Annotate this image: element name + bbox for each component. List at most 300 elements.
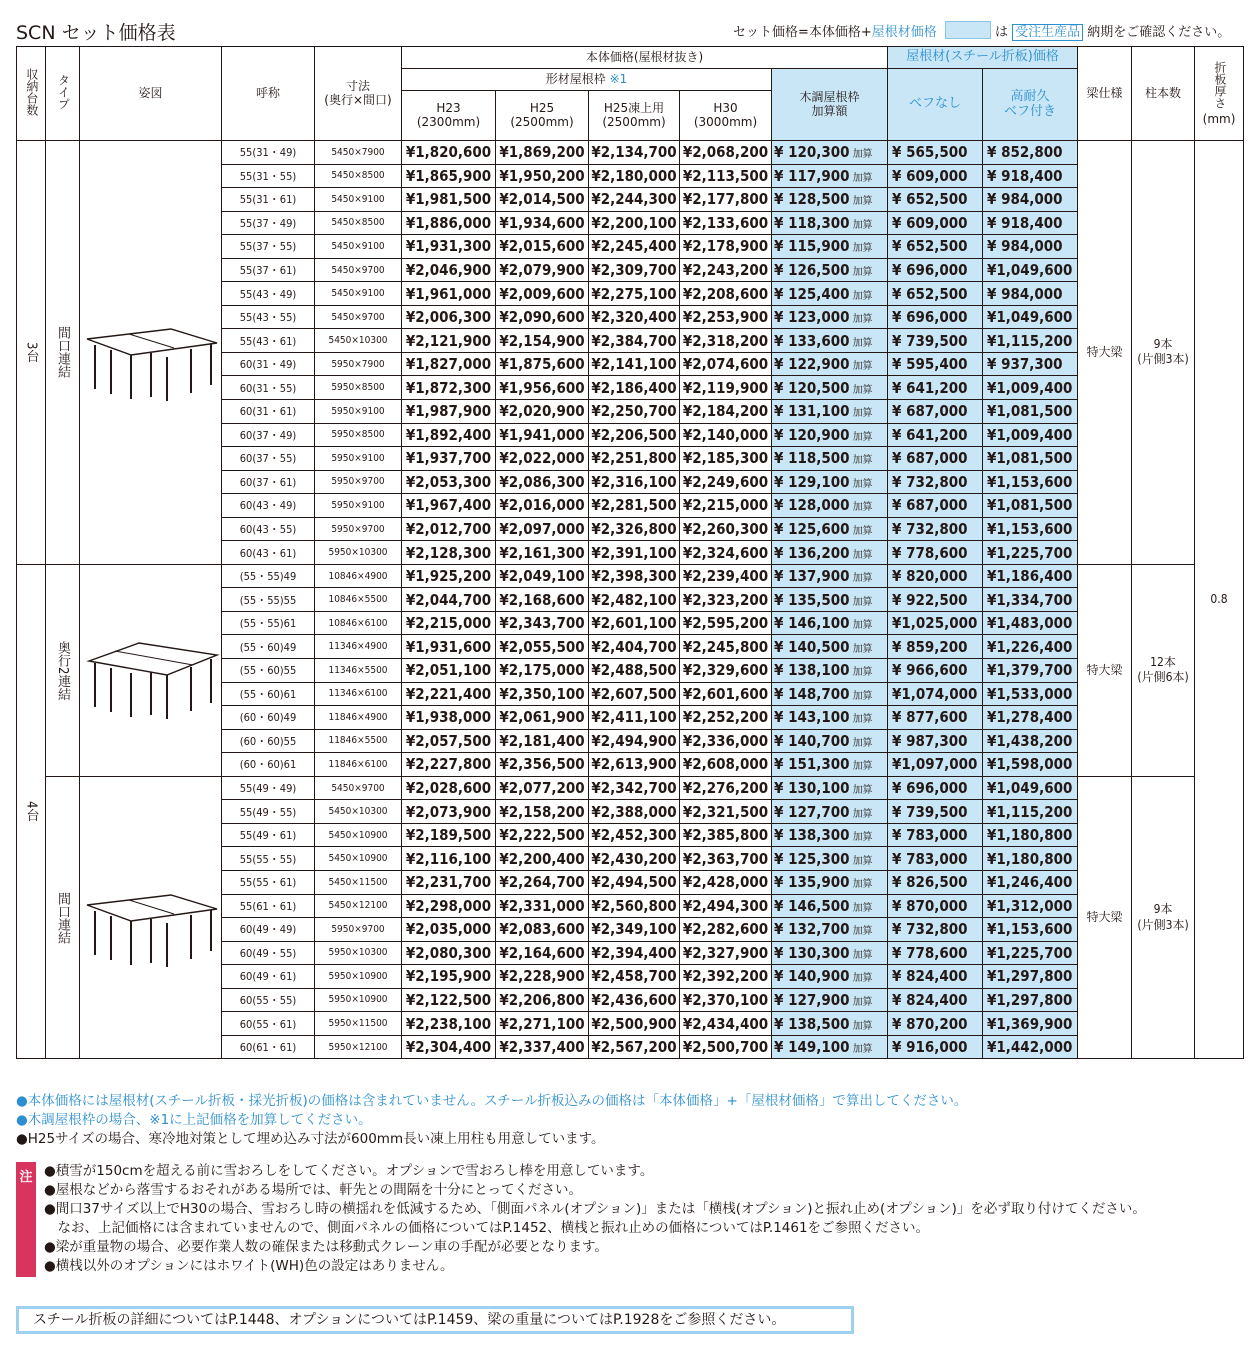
legend-order: 受注生産品: [1012, 24, 1083, 41]
wood-cell: ¥ 143,100 加算: [772, 706, 888, 730]
price-cell: ¥2,245,800: [680, 635, 772, 659]
price-cell: ¥2,264,700: [496, 870, 589, 894]
dims-cell: 5950×8500: [315, 376, 402, 400]
th-beam: 梁仕様: [1078, 47, 1132, 141]
bef-durable-cell: ¥1,246,400: [983, 870, 1078, 894]
price-table-body: [17, 141, 1244, 1059]
dims-cell: 5950×12100: [315, 1035, 402, 1059]
price-cell: ¥1,820,600: [402, 141, 496, 165]
price-table: [16, 46, 1244, 1059]
price-cell: ¥2,195,900: [402, 965, 496, 989]
bef-none-cell: ¥ 732,800: [888, 470, 983, 494]
price-cell: ¥2,228,900: [496, 965, 589, 989]
wood-cell: ¥ 148,700 加算: [772, 682, 888, 706]
th-h30: H30 (3000mm): [680, 91, 772, 141]
bef-durable-cell: ¥1,049,600: [983, 258, 1078, 282]
price-cell: ¥2,245,400: [589, 235, 680, 259]
price-cell: ¥2,178,900: [680, 235, 772, 259]
price-cell: ¥2,206,500: [589, 423, 680, 447]
name-cell: (60・60)61: [222, 753, 315, 777]
caution-list: [44, 1162, 1146, 1276]
name-cell: (60・60)49: [222, 706, 315, 730]
dims-cell: 5450×7900: [315, 141, 402, 165]
price-cell: ¥2,119,900: [680, 376, 772, 400]
bef-none-cell: ¥ 732,800: [888, 918, 983, 942]
price-cell: ¥2,326,800: [589, 517, 680, 541]
posts-cell: 9本 (片側3本): [1132, 776, 1195, 1059]
name-cell: 55(37・55): [222, 235, 315, 259]
price-cell: ¥2,055,500: [496, 635, 589, 659]
price-cell: ¥2,249,600: [680, 470, 772, 494]
price-cell: ¥2,180,000: [589, 164, 680, 188]
dims-cell: 5450×10900: [315, 847, 402, 871]
bef-durable-cell: ¥1,312,000: [983, 894, 1078, 918]
carport-2bay-depth-icon: [80, 564, 222, 776]
bef-durable-cell: ¥1,225,700: [983, 541, 1078, 565]
name-cell: 60(43・49): [222, 494, 315, 518]
price-cell: ¥2,012,700: [402, 517, 496, 541]
name-cell: 60(43・55): [222, 517, 315, 541]
bef-durable-cell: ¥1,533,000: [983, 682, 1078, 706]
wood-cell: ¥ 122,900 加算: [772, 352, 888, 376]
wood-cell: ¥ 118,500 加算: [772, 447, 888, 471]
price-cell: ¥2,097,000: [496, 517, 589, 541]
note-item: ●木調屋根枠の場合、※1に上記価格を加算してください。: [16, 1112, 372, 1128]
name-cell: 55(49・61): [222, 823, 315, 847]
name-cell: 60(31・61): [222, 400, 315, 424]
wood-cell: ¥ 137,900 加算: [772, 564, 888, 588]
price-cell: ¥2,006,300: [402, 305, 496, 329]
dims-cell: 11346×6100: [315, 682, 402, 706]
wood-cell: ¥ 133,600 加算: [772, 329, 888, 353]
bef-none-cell: ¥ 824,400: [888, 988, 983, 1012]
name-cell: 60(37・55): [222, 447, 315, 471]
bef-none-cell: ¥ 870,200: [888, 1012, 983, 1036]
wood-cell: ¥ 128,500 加算: [772, 188, 888, 212]
bef-none-cell: ¥ 877,600: [888, 706, 983, 730]
dims-cell: 5950×10900: [315, 988, 402, 1012]
price-cell: ¥2,253,900: [680, 305, 772, 329]
bef-none-cell: ¥1,074,000: [888, 682, 983, 706]
wood-cell: ¥ 135,900 加算: [772, 870, 888, 894]
bef-durable-cell: ¥ 984,000: [983, 188, 1078, 212]
bef-durable-cell: ¥1,009,400: [983, 376, 1078, 400]
dims-cell: 5950×8500: [315, 423, 402, 447]
price-cell: ¥2,316,100: [589, 470, 680, 494]
bef-durable-cell: ¥1,115,200: [983, 329, 1078, 353]
notes-list: [16, 1092, 967, 1149]
dims-cell: 11346×4900: [315, 635, 402, 659]
posts-cell: 12本 (片側6本): [1132, 564, 1195, 776]
bef-none-cell: ¥ 609,000: [888, 164, 983, 188]
price-cell: ¥2,356,500: [496, 753, 589, 777]
caution-label: 注: [16, 1162, 36, 1277]
bef-none-cell: ¥ 687,000: [888, 400, 983, 424]
bef-durable-cell: ¥ 984,000: [983, 282, 1078, 306]
caution-item: ●梁が重量物の場合、必要作業人数の確保または移動式クレーン車の手配が必要となります。: [44, 1239, 608, 1255]
name-cell: (55・55)49: [222, 564, 315, 588]
bef-durable-cell: ¥1,115,200: [983, 800, 1078, 824]
price-legend: [733, 21, 1230, 40]
price-cell: ¥2,337,400: [496, 1035, 589, 1059]
price-cell: ¥2,271,100: [496, 1012, 589, 1036]
bef-none-cell: ¥ 820,000: [888, 564, 983, 588]
price-cell: ¥2,122,500: [402, 988, 496, 1012]
table-row: [17, 141, 1244, 165]
bef-durable-cell: ¥1,180,800: [983, 847, 1078, 871]
name-cell: 55(55・55): [222, 847, 315, 871]
bef-durable-cell: ¥1,081,500: [983, 494, 1078, 518]
dims-cell: 10846×4900: [315, 564, 402, 588]
price-cell: ¥2,049,100: [496, 564, 589, 588]
name-cell: 55(37・61): [222, 258, 315, 282]
name-cell: 60(31・49): [222, 352, 315, 376]
dims-cell: 5450×12100: [315, 894, 402, 918]
bef-none-cell: ¥ 687,000: [888, 494, 983, 518]
bef-durable-cell: ¥ 984,000: [983, 235, 1078, 259]
price-cell: ¥2,051,100: [402, 659, 496, 683]
name-cell: 55(49・55): [222, 800, 315, 824]
th-name: 呼称: [222, 47, 315, 141]
price-cell: ¥2,434,400: [680, 1012, 772, 1036]
th-h25: H25 (2500mm): [496, 91, 589, 141]
price-cell: ¥2,321,500: [680, 800, 772, 824]
price-cell: ¥2,500,700: [680, 1035, 772, 1059]
dims-cell: 5950×11500: [315, 1012, 402, 1036]
dims-cell: 5450×9100: [315, 188, 402, 212]
price-cell: ¥2,500,900: [589, 1012, 680, 1036]
price-cell: ¥2,411,100: [589, 706, 680, 730]
dims-cell: 5950×10300: [315, 541, 402, 565]
wood-cell: ¥ 138,500 加算: [772, 1012, 888, 1036]
price-cell: ¥2,113,500: [680, 164, 772, 188]
price-cell: ¥2,331,000: [496, 894, 589, 918]
th-h23: H23 (2300mm): [402, 91, 496, 141]
price-cell: ¥2,044,700: [402, 588, 496, 612]
bef-none-cell: ¥ 859,200: [888, 635, 983, 659]
bef-none-cell: ¥ 783,000: [888, 823, 983, 847]
wood-cell: ¥ 136,200 加算: [772, 541, 888, 565]
wood-cell: ¥ 138,300 加算: [772, 823, 888, 847]
price-cell: ¥2,613,900: [589, 753, 680, 777]
price-cell: ¥2,385,800: [680, 823, 772, 847]
price-cell: ¥2,015,600: [496, 235, 589, 259]
price-cell: ¥1,865,900: [402, 164, 496, 188]
legend-wa: は: [994, 25, 1008, 40]
price-cell: ¥2,200,400: [496, 847, 589, 871]
price-cell: ¥2,608,000: [680, 753, 772, 777]
dims-cell: 5450×9700: [315, 776, 402, 800]
wood-cell: ¥ 126,500 加算: [772, 258, 888, 282]
wood-cell: ¥ 151,300 加算: [772, 753, 888, 777]
price-cell: ¥1,886,000: [402, 211, 496, 235]
price-cell: ¥2,394,400: [589, 941, 680, 965]
price-cell: ¥2,494,900: [589, 729, 680, 753]
price-cell: ¥2,398,300: [589, 564, 680, 588]
name-cell: (55・60)49: [222, 635, 315, 659]
bef-durable-cell: ¥ 918,400: [983, 164, 1078, 188]
price-cell: ¥2,186,400: [589, 376, 680, 400]
count-cell: 3台: [17, 141, 46, 565]
price-cell: ¥1,869,200: [496, 141, 589, 165]
carport-2bay-width-icon: [80, 141, 222, 565]
price-cell: ¥2,567,200: [589, 1035, 680, 1059]
price-cell: ¥2,384,700: [589, 329, 680, 353]
price-cell: ¥2,327,900: [680, 941, 772, 965]
name-cell: (55・55)61: [222, 611, 315, 635]
wood-cell: ¥ 127,700 加算: [772, 800, 888, 824]
caution-item: ●間口37サイズ以上でH30の場合、雪おろし時の横揺れを低減するため、「側面パネル(オプション)」または「横桟(オプション)と振れ止め(オプション)」を必ず取り付けてください。: [44, 1201, 1146, 1217]
price-cell: ¥2,184,200: [680, 400, 772, 424]
price-cell: ¥1,931,300: [402, 235, 496, 259]
dims-cell: 5450×9700: [315, 305, 402, 329]
price-cell: ¥2,200,100: [589, 211, 680, 235]
th-roof: 屋根材(スチール折板)価格: [888, 47, 1078, 69]
dims-cell: 5450×8500: [315, 164, 402, 188]
caution-item: ●横桟以外のオプションにはホワイト(WH)色の設定はありません。: [44, 1258, 454, 1274]
bef-none-cell: ¥ 870,000: [888, 894, 983, 918]
price-cell: ¥2,404,700: [589, 635, 680, 659]
dims-cell: 11846×5500: [315, 729, 402, 753]
bef-durable-cell: ¥1,369,900: [983, 1012, 1078, 1036]
bef-durable-cell: ¥1,226,400: [983, 635, 1078, 659]
name-cell: 60(49・55): [222, 941, 315, 965]
bef-durable-cell: ¥1,180,800: [983, 823, 1078, 847]
price-cell: ¥2,298,000: [402, 894, 496, 918]
price-cell: ¥2,309,700: [589, 258, 680, 282]
price-cell: ¥2,215,000: [402, 611, 496, 635]
name-cell: 60(37・49): [222, 423, 315, 447]
price-cell: ¥2,239,400: [680, 564, 772, 588]
price-cell: ¥2,154,900: [496, 329, 589, 353]
price-cell: ¥2,061,900: [496, 706, 589, 730]
th-bef-none: ベフなし: [888, 69, 983, 141]
bef-none-cell: ¥ 652,500: [888, 282, 983, 306]
price-cell: ¥2,185,300: [680, 447, 772, 471]
price-cell: ¥2,128,300: [402, 541, 496, 565]
price-cell: ¥2,020,900: [496, 400, 589, 424]
wood-cell: ¥ 130,300 加算: [772, 941, 888, 965]
th-thickness: 折板厚さ (mm): [1195, 47, 1244, 141]
price-cell: ¥2,121,900: [402, 329, 496, 353]
price-cell: ¥2,560,800: [589, 894, 680, 918]
bef-none-cell: ¥ 652,500: [888, 188, 983, 212]
dims-cell: 11846×4900: [315, 706, 402, 730]
price-cell: ¥2,035,000: [402, 918, 496, 942]
name-cell: 60(49・61): [222, 965, 315, 989]
name-cell: (60・60)55: [222, 729, 315, 753]
wood-cell: ¥ 120,900 加算: [772, 423, 888, 447]
dims-cell: 5950×9100: [315, 400, 402, 424]
th-posts: 柱本数: [1132, 47, 1195, 141]
bef-durable-cell: ¥1,438,200: [983, 729, 1078, 753]
price-cell: ¥2,342,700: [589, 776, 680, 800]
footer-reference: スチール折板の詳細についてはP.1448、オプションについてはP.1459、梁の重量についてはP.1928をご参照ください。: [16, 1306, 854, 1334]
bef-none-cell: ¥ 783,000: [888, 847, 983, 871]
th-h25f: H25凍上用 (2500mm): [589, 91, 680, 141]
name-cell: 55(61・61): [222, 894, 315, 918]
wood-cell: ¥ 123,000 加算: [772, 305, 888, 329]
dims-cell: 11346×5500: [315, 659, 402, 683]
name-cell: 55(49・49): [222, 776, 315, 800]
dims-cell: 10846×5500: [315, 588, 402, 612]
price-cell: ¥2,243,200: [680, 258, 772, 282]
bef-durable-cell: ¥1,442,000: [983, 1035, 1078, 1059]
price-cell: ¥2,208,600: [680, 282, 772, 306]
price-cell: ¥2,215,000: [680, 494, 772, 518]
price-cell: ¥2,141,100: [589, 352, 680, 376]
dims-cell: 5450×9700: [315, 258, 402, 282]
price-cell: ¥2,016,000: [496, 494, 589, 518]
dims-cell: 5450×10300: [315, 329, 402, 353]
price-cell: ¥2,079,900: [496, 258, 589, 282]
price-cell: ¥2,090,600: [496, 305, 589, 329]
dims-cell: 5950×10900: [315, 965, 402, 989]
wood-cell: ¥ 128,000 加算: [772, 494, 888, 518]
price-cell: ¥1,934,600: [496, 211, 589, 235]
price-cell: ¥2,281,500: [589, 494, 680, 518]
price-cell: ¥2,175,000: [496, 659, 589, 683]
bef-durable-cell: ¥1,081,500: [983, 400, 1078, 424]
name-cell: 60(49・49): [222, 918, 315, 942]
wood-cell: ¥ 118,300 加算: [772, 211, 888, 235]
price-cell: ¥1,937,700: [402, 447, 496, 471]
bef-none-cell: ¥1,025,000: [888, 611, 983, 635]
price-cell: ¥2,231,700: [402, 870, 496, 894]
price-cell: ¥2,206,800: [496, 988, 589, 1012]
price-cell: ¥2,601,100: [589, 611, 680, 635]
price-cell: ¥2,494,300: [680, 894, 772, 918]
price-cell: ¥2,022,000: [496, 447, 589, 471]
price-cell: ¥2,252,200: [680, 706, 772, 730]
price-cell: ¥2,181,400: [496, 729, 589, 753]
price-cell: ¥2,336,000: [680, 729, 772, 753]
caution-item: なお、上記価格には含まれていませんので、側面パネルの価格についてはP.1452、横桟と振れ止めの価格についてはP.1461をご参照ください。: [44, 1220, 930, 1236]
dims-cell: 5450×10900: [315, 823, 402, 847]
bef-none-cell: ¥ 641,200: [888, 423, 983, 447]
price-cell: ¥2,363,700: [680, 847, 772, 871]
bef-none-cell: ¥ 987,300: [888, 729, 983, 753]
price-cell: ¥2,428,000: [680, 870, 772, 894]
wood-cell: ¥ 131,100 加算: [772, 400, 888, 424]
price-cell: ¥1,931,600: [402, 635, 496, 659]
wood-cell: ¥ 149,100 加算: [772, 1035, 888, 1059]
price-cell: ¥2,349,100: [589, 918, 680, 942]
price-cell: ¥2,251,800: [589, 447, 680, 471]
price-cell: ¥2,161,300: [496, 541, 589, 565]
bef-none-cell: ¥ 922,500: [888, 588, 983, 612]
bef-durable-cell: ¥1,153,600: [983, 470, 1078, 494]
legend-suffix: 納期をご確認ください。: [1087, 25, 1231, 40]
bef-none-cell: ¥ 966,600: [888, 659, 983, 683]
bef-durable-cell: ¥1,225,700: [983, 941, 1078, 965]
wood-cell: ¥ 140,500 加算: [772, 635, 888, 659]
price-cell: ¥2,320,400: [589, 305, 680, 329]
price-cell: ¥2,133,600: [680, 211, 772, 235]
price-cell: ¥1,941,000: [496, 423, 589, 447]
type-cell: 間口連結: [46, 776, 80, 1059]
legend-swatch: [945, 21, 991, 39]
bef-none-cell: ¥ 652,500: [888, 235, 983, 259]
name-cell: 55(31・55): [222, 164, 315, 188]
wood-cell: ¥ 120,500 加算: [772, 376, 888, 400]
price-cell: ¥2,323,200: [680, 588, 772, 612]
name-cell: 55(37・49): [222, 211, 315, 235]
price-cell: ¥2,370,100: [680, 988, 772, 1012]
th-frame: 形材屋根枠 ※1: [402, 69, 772, 91]
th-wood: 木調屋根枠 加算額: [772, 69, 888, 141]
th-type: タイプ: [46, 47, 80, 141]
bef-durable-cell: ¥1,049,600: [983, 305, 1078, 329]
price-cell: ¥2,482,100: [589, 588, 680, 612]
bef-durable-cell: ¥1,483,000: [983, 611, 1078, 635]
name-cell: 60(43・61): [222, 541, 315, 565]
bef-durable-cell: ¥1,081,500: [983, 447, 1078, 471]
bef-none-cell: ¥ 696,000: [888, 305, 983, 329]
th-figure: 姿図: [80, 47, 222, 141]
bef-durable-cell: ¥ 918,400: [983, 211, 1078, 235]
dims-cell: 5950×9100: [315, 447, 402, 471]
thickness-cell: 0.8: [1195, 141, 1244, 1059]
dims-cell: 5450×8500: [315, 211, 402, 235]
th-dims: 寸法 (奥行×間口): [315, 47, 402, 141]
dims-cell: 5950×9700: [315, 517, 402, 541]
name-cell: 55(31・61): [222, 188, 315, 212]
price-cell: ¥2,260,300: [680, 517, 772, 541]
bef-none-cell: ¥ 595,400: [888, 352, 983, 376]
type-cell: 間口連結: [46, 141, 80, 565]
price-cell: ¥2,074,600: [680, 352, 772, 376]
price-cell: ¥2,053,300: [402, 470, 496, 494]
price-cell: ¥1,961,000: [402, 282, 496, 306]
name-cell: 60(55・61): [222, 1012, 315, 1036]
caution-item: ●屋根などから落雪するおそれがある場所では、軒先との間隔を十分にとってください。: [44, 1182, 583, 1198]
price-cell: ¥2,343,700: [496, 611, 589, 635]
price-cell: ¥1,827,000: [402, 352, 496, 376]
price-cell: ¥1,875,600: [496, 352, 589, 376]
wood-cell: ¥ 127,900 加算: [772, 988, 888, 1012]
table-row: [17, 564, 1244, 588]
price-cell: ¥2,073,900: [402, 800, 496, 824]
price-cell: ¥2,324,600: [680, 541, 772, 565]
beam-cell: 特大梁: [1078, 141, 1132, 565]
posts-cell: 9本 (片側3本): [1132, 141, 1195, 565]
bef-none-cell: ¥ 609,000: [888, 211, 983, 235]
price-cell: ¥1,987,900: [402, 400, 496, 424]
dims-cell: 5950×7900: [315, 352, 402, 376]
bef-none-cell: ¥ 778,600: [888, 941, 983, 965]
price-cell: ¥2,158,200: [496, 800, 589, 824]
price-cell: ¥2,116,100: [402, 847, 496, 871]
name-cell: (55・55)55: [222, 588, 315, 612]
name-cell: (55・60)61: [222, 682, 315, 706]
bef-none-cell: ¥ 687,000: [888, 447, 983, 471]
bef-durable-cell: ¥1,049,600: [983, 776, 1078, 800]
name-cell: 55(55・61): [222, 870, 315, 894]
bef-none-cell: ¥ 739,500: [888, 329, 983, 353]
name-cell: 60(31・55): [222, 376, 315, 400]
price-cell: ¥2,028,600: [402, 776, 496, 800]
price-cell: ¥1,950,200: [496, 164, 589, 188]
bef-durable-cell: ¥1,297,800: [983, 988, 1078, 1012]
name-cell: 60(61・61): [222, 1035, 315, 1059]
wood-cell: ¥ 117,900 加算: [772, 164, 888, 188]
bef-none-cell: ¥ 565,500: [888, 141, 983, 165]
price-cell: ¥2,080,300: [402, 941, 496, 965]
price-cell: ¥2,430,200: [589, 847, 680, 871]
price-cell: ¥2,221,400: [402, 682, 496, 706]
wood-cell: ¥ 115,900 加算: [772, 235, 888, 259]
